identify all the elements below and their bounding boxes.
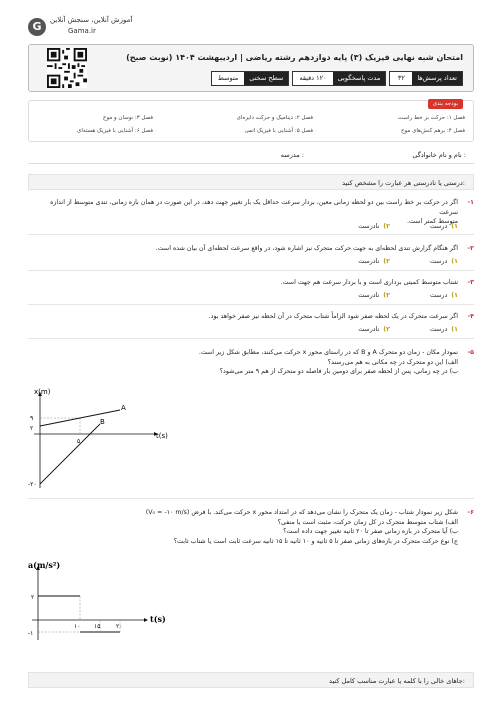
- option-label: درست: [429, 258, 448, 265]
- x-tick-label: ۵: [77, 438, 81, 445]
- question-line: اگر هنگام گزارش تندی لحظه‌ای به جهت حرکت متحرک نیز اشاره شود، در واقع سرعت لحظه‌ای آن بیان شده است.: [155, 245, 458, 252]
- divider: [28, 498, 474, 499]
- option-label: نادرست: [358, 326, 380, 333]
- answer-options: [358, 257, 458, 267]
- option-false[interactable]: [358, 291, 390, 301]
- option-number: ۲): [383, 223, 390, 230]
- option-label: نادرست: [358, 292, 380, 299]
- question-line: اگر در حرکت بر خط راست بین دو لحظه زمانی معین، بردار سرعت حداقل یک بار تغییر جهت دهد، در این صورت در همان بازه زمانی، تندی متوسط از اندازه سرعت: [50, 199, 458, 216]
- y-axis-label: a(m/s²): [28, 560, 61, 570]
- question-number: -۱: [467, 199, 474, 206]
- y-tick-label: ۲: [30, 425, 34, 432]
- question-line: شکل زیر نمودار شتاب - زمان یک متحرک را نشان می‌دهد که در امتداد محور x حرکت می‌کند. با فرض (V₀ = -۱۰ m/s): [145, 509, 458, 516]
- option-number: ۲): [383, 326, 390, 333]
- question-line: شتاب متوسط کمیتی برداری است و با بردار سرعت هم جهت است.: [280, 279, 458, 286]
- chip-label: سطح سختی: [244, 72, 288, 85]
- question-line: ج) نوع حرکت متحرک در بازه‌های زمانی صفر تا ۵ ثانیه و ۱۰ ثانیه تا ۱۵ ثانیه سرعت ثابت است یا شتاب ثابت؟: [173, 537, 458, 545]
- budget-item: فصل ۴: برهم کنش‌های موج: [400, 128, 465, 134]
- exam-info-chips: [211, 71, 463, 86]
- question-text: [38, 348, 458, 377]
- budget-item: فصل ۲: دینامیک و حرکت دایره‌ای: [236, 115, 313, 121]
- question-text: [38, 312, 458, 322]
- x-tick-label: ۱۰: [74, 623, 81, 630]
- line-b: [40, 424, 100, 484]
- y-tick-label: -۱: [28, 630, 34, 637]
- question-number: -۴: [467, 313, 474, 320]
- x-tick-label: ۲۰: [116, 623, 123, 630]
- divider: [28, 304, 474, 305]
- option-label: درست: [429, 292, 448, 299]
- option-number: ۲): [383, 258, 390, 265]
- section-fill-blank-header: [28, 672, 474, 688]
- duration-chip: [292, 71, 386, 86]
- option-label: نادرست: [358, 223, 380, 230]
- question-number: -۳: [467, 279, 474, 286]
- question-line: ب) آیا متحرک در بازه زمانی صفر تا ۲۰ ثانیه تغییر جهت داده است؟: [283, 528, 458, 535]
- question-line: الف) شتاب متوسط متحرک در کل زمان حرکت، مثبت است یا منفی؟: [277, 518, 458, 526]
- section-title: جاهای خالی را با کلمه یا عبارت مناسب کامل کنید:: [329, 677, 465, 685]
- chip-label: تعداد پرسش‌ها: [412, 72, 462, 85]
- option-number: ۱): [451, 258, 458, 265]
- budget-box: [28, 100, 474, 142]
- budget-item: فصل ۶: آشنایی با فیزیک هسته‌ای: [77, 128, 153, 134]
- option-false[interactable]: [358, 325, 390, 335]
- chip-value: متوسط: [212, 72, 244, 85]
- question-text: [38, 244, 458, 254]
- question-1: [28, 198, 474, 232]
- option-false[interactable]: [358, 257, 390, 267]
- acceleration-time-graph: [28, 560, 188, 642]
- section-true-false-header: [28, 174, 474, 190]
- divider: [28, 338, 474, 339]
- question-4: [28, 312, 474, 336]
- question-3: [28, 278, 474, 302]
- option-true[interactable]: [430, 325, 458, 335]
- option-label: درست: [429, 326, 448, 333]
- question-2: [28, 244, 474, 268]
- y-tick-label: -۲۰: [28, 481, 37, 488]
- position-time-graph: [28, 388, 208, 492]
- school-field[interactable]: مدرسه :: [280, 151, 304, 159]
- option-true[interactable]: [430, 257, 458, 267]
- question-line: ب) در چه زمانی، پس از لحظه صفر برای دومین بار فاصله دو متحرک از هم ۹ متر می‌شود؟: [219, 368, 458, 375]
- question-number: -۲: [467, 245, 474, 252]
- option-false[interactable]: [358, 222, 390, 232]
- exam-header: [28, 44, 474, 92]
- question-line: اگر سرعت متحرک در یک لحظه صفر شود الزاماً شتاب متحرک در آن لحظه نیز صفر خواهد بود.: [208, 313, 458, 320]
- option-label: نادرست: [358, 258, 380, 265]
- option-number: ۱): [451, 292, 458, 299]
- answer-options: [358, 222, 458, 232]
- option-number: ۱): [451, 326, 458, 333]
- logo-domain: Gama.ir: [68, 27, 96, 35]
- logo-icon: G: [28, 18, 46, 36]
- option-label: درست: [429, 223, 448, 230]
- option-true[interactable]: [430, 291, 458, 301]
- qr-code-icon[interactable]: [47, 48, 87, 88]
- question-number: -۶: [467, 509, 474, 516]
- y-axis-label: x(m): [34, 388, 51, 396]
- option-number: ۲): [383, 292, 390, 299]
- answer-options: [358, 291, 458, 301]
- option-number: ۱): [451, 223, 458, 230]
- question-line: الف) این دو متحرک در چه مکانی به هم می‌رسند؟: [327, 358, 458, 366]
- question-line: متوسط کمتر است.: [406, 218, 458, 225]
- y-tick-label: ۲: [31, 594, 35, 601]
- question-6: [28, 508, 474, 556]
- chip-value: ۳۲: [390, 72, 412, 85]
- label-a: A: [121, 404, 126, 412]
- question-count-chip: [389, 71, 463, 86]
- chip-label: مدت پاسخگویی: [333, 72, 386, 85]
- question-text: [38, 508, 458, 546]
- x-tick-label: ۱۵: [94, 623, 101, 630]
- logo-slogan: آموزش آنلاین، سنجش آنلاین: [50, 16, 133, 24]
- label-b: B: [100, 418, 105, 426]
- answer-options: [358, 325, 458, 335]
- question-number: -۵: [467, 349, 474, 356]
- y-tick-label: ۹: [30, 415, 34, 422]
- student-info-row: [28, 146, 474, 164]
- chip-value: ۱۲۰ دقیقه: [293, 72, 332, 85]
- question-text: [38, 278, 458, 288]
- x-axis-label: t(s): [156, 432, 168, 440]
- budget-badge: بودجه بندی: [428, 99, 463, 109]
- x-axis-label: t(s): [150, 614, 166, 624]
- gama-logo[interactable]: [28, 16, 148, 40]
- exam-title: امتحان شبه نهایی فیزیک (۳) پایه دوازدهم رشته ریاضی | اردیبهشت ۱۴۰۴ (نوبت صبح): [126, 53, 463, 62]
- question-line: نمودار مکان - زمان دو متحرک A و B که در راستای محور x حرکت می‌کنند، مطابق شکل زیر است.: [198, 349, 458, 356]
- difficulty-chip: [211, 71, 289, 86]
- budget-item: فصل ۱: حرکت بر خط راست: [398, 115, 465, 121]
- budget-item: فصل ۳: نوسان و موج: [102, 115, 153, 121]
- section-title: درستی یا نادرستی هر عبارت را مشخص کنید:: [342, 179, 465, 187]
- question-5: [28, 348, 474, 384]
- budget-item: فصل ۵: آشنایی با فیزیک اتمی: [244, 128, 313, 134]
- student-name-field[interactable]: نام و نام خانوادگی :: [412, 151, 466, 159]
- divider: [28, 270, 474, 271]
- divider: [28, 234, 474, 235]
- option-true[interactable]: [430, 222, 458, 232]
